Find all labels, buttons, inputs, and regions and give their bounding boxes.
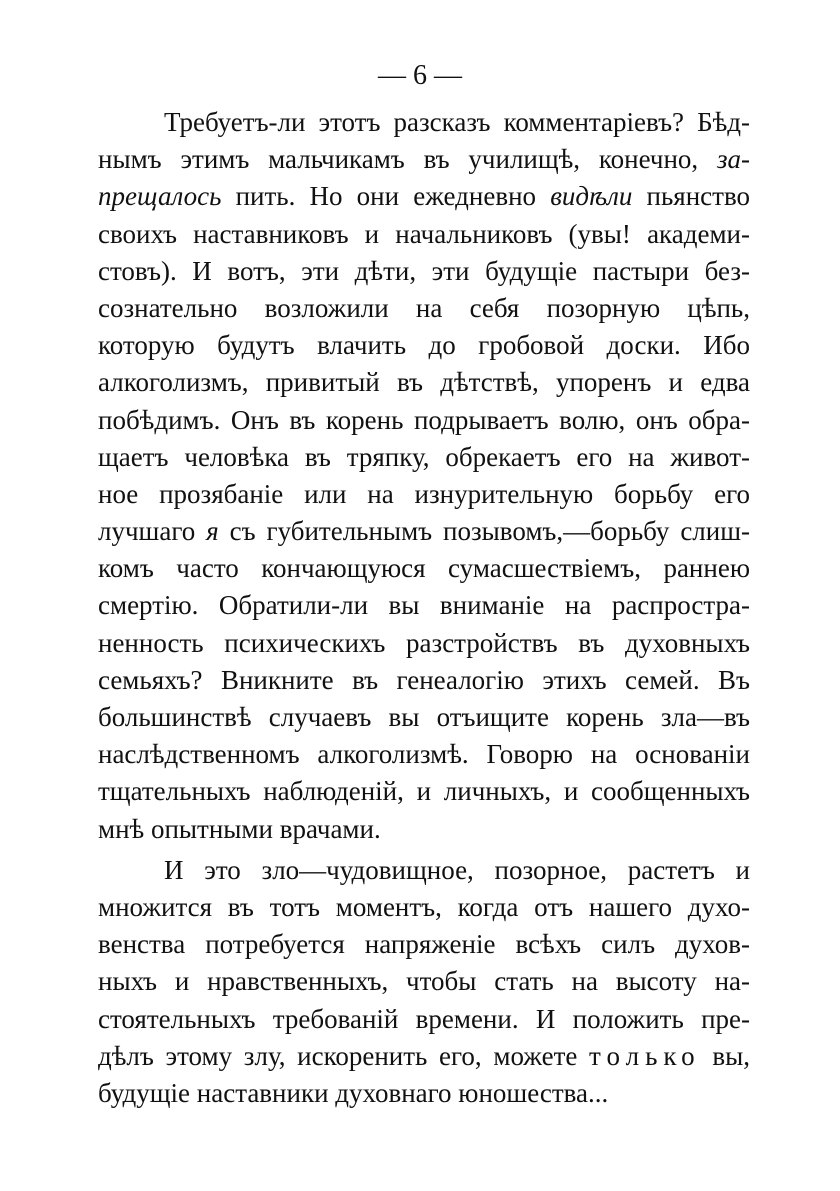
text-line [98,439,750,476]
text-line [98,327,750,364]
text-line [98,364,750,401]
text-run: будущіе наставники духовнаго юношества... [98,1077,609,1108]
text-run: пить. Но они ежедневно [221,181,551,212]
text-run: тщательныхъ наблюденій, и личныхъ, и сообщенныхъ [98,776,750,807]
page-number: — 6 — [378,60,462,91]
italic-emphasis: видѣли [550,181,633,212]
text-run: мнѣ опытными врачами. [98,813,381,844]
text-run: нымъ этимъ мальчикамъ въ училищѣ, конечно, [98,144,717,175]
text-run: семьяхъ? Вникните въ генеалогію этихъ семей. Въ [98,664,750,695]
text-run: щаетъ человѣка въ тряпку, обрекаетъ его на живот- [98,441,750,472]
text-line [98,926,750,963]
text-body [98,104,750,1112]
text-run: своихъ наставниковъ и начальниковъ (увы! академи- [98,218,750,249]
text-run: лучшаго [98,516,207,547]
text-line [98,513,750,550]
text-line [98,550,750,587]
text-run: комъ часто кончающуюся сумасшествіемъ, раннею [98,553,750,584]
text-run: сознательно возложили на себя позорную цѣпь, [98,292,750,323]
italic-emphasis: прещалось [98,181,222,212]
text-run: ныхъ и нравственныхъ, чтобы стать на высоту на- [98,966,750,997]
text-line [98,852,750,889]
paragraph [98,104,750,848]
text-line [98,178,750,215]
text-run: смертію. Обратили-ли вы вниманіе на распростра- [98,590,750,621]
text-run: дѣлъ этому злу, искоренить его, можете [98,1040,590,1071]
text-line [98,1038,750,1075]
spaced-emphasis: только [589,1040,701,1071]
text-line [98,141,750,178]
text-line [98,773,750,810]
text-line [98,699,750,736]
italic-emphasis: за- [716,144,750,175]
text-line [98,662,750,699]
text-line [98,253,750,290]
text-run: И это зло—чудовищное, позорное, растетъ и [164,854,750,885]
text-run: побѣдимъ. Онъ въ корень подрываетъ волю, онъ обра- [98,404,750,435]
text-run: большинствѣ случаевъ вы отъищите корень зла—въ [98,702,750,732]
text-line [98,736,750,773]
text-run: стовъ). И вотъ, эти дѣти, эти будущіе пастыри без- [98,255,750,286]
italic-emphasis: я [206,516,219,547]
text-line [98,290,750,327]
text-line [98,104,750,141]
text-run: пьянство [632,181,750,212]
text-run: съ губительнымъ позывомъ,—борьбу слиш- [218,516,750,547]
text-line [98,216,750,253]
text-line [98,625,750,662]
text-run: наслѣдственномъ алкоголизмѣ. Говорю на основаніи [98,739,750,770]
text-run: венства потребуется напряженіе всѣхъ силъ духов- [98,929,750,960]
text-line [98,1075,750,1112]
text-line [98,587,750,624]
text-run: стоятельныхъ требованій времени. И положить пре- [98,1003,750,1034]
text-line [98,889,750,926]
text-run: множится въ тотъ моментъ, когда отъ нашего духо- [98,891,750,922]
text-run: ное прозябаніе или на изнурительную борьбу его [98,478,750,509]
text-line [98,963,750,1000]
text-line [98,476,750,513]
text-run: которую будутъ влачить до гробовой доски. Ибо [98,330,750,361]
text-line [98,402,750,439]
text-run: алкоголизмъ, привитый въ дѣтствѣ, упоренъ и едва [98,367,750,398]
text-run: Требуетъ-ли этотъ разсказъ комментаріевъ? Бѣд- [164,107,750,137]
text-line [98,811,750,848]
text-run: ненность психическихъ разстройствъ въ духовныхъ [98,627,750,658]
paragraph [98,852,750,1112]
text-line [98,1001,750,1038]
text-run: вы, [700,1040,750,1071]
